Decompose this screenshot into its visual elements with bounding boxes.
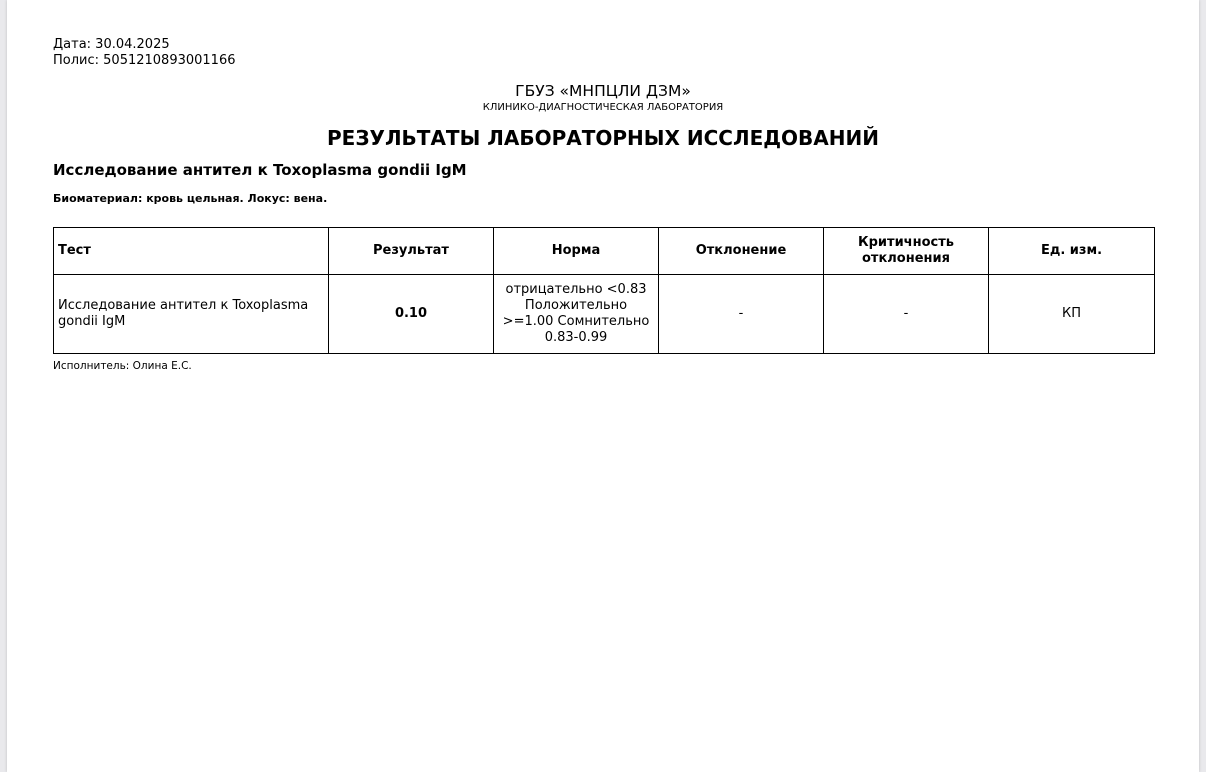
study-title: Исследование антител к Toxoplasma gondii IgM [53, 161, 467, 179]
report-date: Дата: 30.04.2025 [53, 37, 170, 52]
cell-test: Исследование антител к Toxoplasma gondii IgM [54, 275, 329, 354]
executor-signature: Исполнитель: Олина Е.С. [53, 360, 192, 372]
column-header-criticality: Критичность отклонения [824, 228, 989, 275]
column-header-test: Тест [54, 228, 329, 275]
results-table [53, 227, 1155, 354]
cell-deviation: - [659, 275, 824, 354]
table-row [54, 275, 1155, 354]
report-meta [53, 37, 235, 69]
table-header-row [54, 228, 1155, 275]
column-header-norm: Норма [494, 228, 659, 275]
policy-number: Полис: 5051210893001166 [53, 53, 236, 68]
column-header-deviation: Отклонение [659, 228, 824, 275]
column-header-unit: Ед. изм. [989, 228, 1155, 275]
biomaterial-info: Биоматериал: кровь цельная. Локус: вена. [53, 192, 328, 205]
column-header-result: Результат [329, 228, 494, 275]
document-title: РЕЗУЛЬТАТЫ ЛАБОРАТОРНЫХ ИССЛЕДОВАНИЙ [327, 126, 879, 150]
organization-subtitle: КЛИНИКО-ДИАГНОСТИЧЕСКАЯ ЛАБОРАТОРИЯ [482, 102, 724, 113]
cell-norm: отрицательно <0.83 Положительно >=1.00 Сомнительно 0.83-0.99 [494, 275, 659, 354]
organization-name: ГБУЗ «МНПЦЛИ ДЗМ» [515, 82, 691, 100]
cell-unit: КП [989, 275, 1155, 354]
cell-criticality: - [824, 275, 989, 354]
report-page [7, 0, 1199, 772]
cell-result: 0.10 [329, 275, 494, 354]
